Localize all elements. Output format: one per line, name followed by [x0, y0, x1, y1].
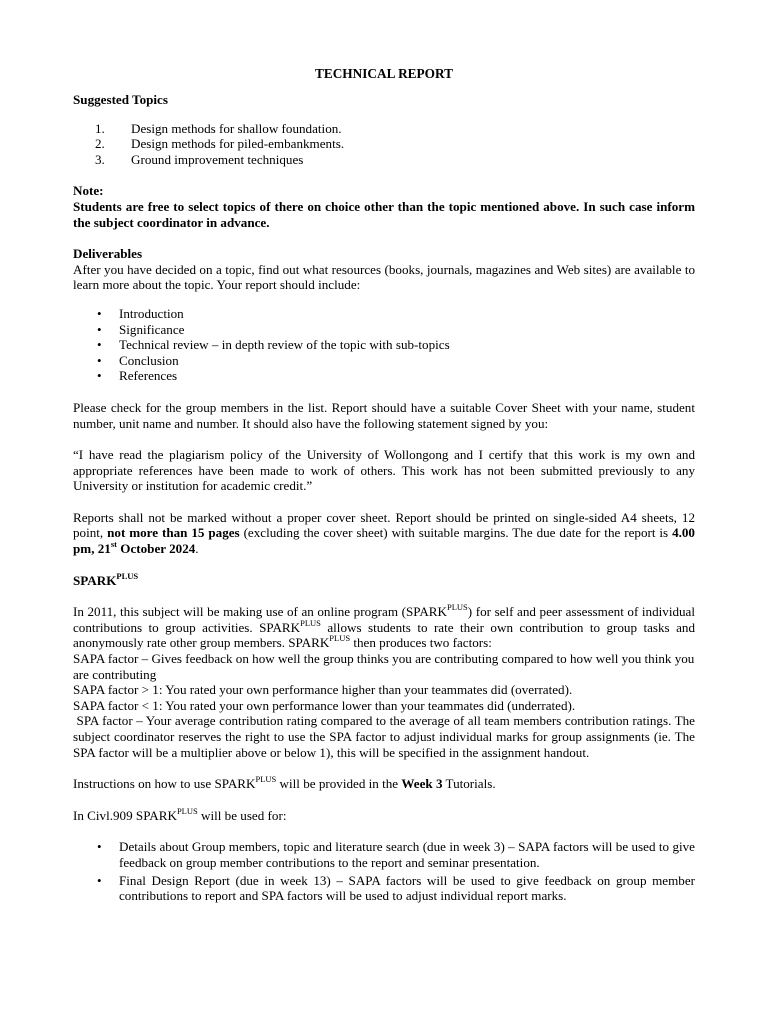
- instructions-text: Instructions on how to use SPARK: [73, 776, 256, 792]
- deliverables-intro: After you have decided on a topic, find out what resources (books, journals, magazines and Web sites) are available to learn more about the topic. Your report should include:: [73, 261, 695, 293]
- list-item: • Significance: [73, 322, 695, 338]
- topic-text: Design methods for shallow foundation.: [131, 120, 342, 136]
- civl-text: In Civl.909 SPARK: [73, 807, 177, 823]
- reports-text: (excluding the cover sheet) with suitable margins. The due date for the report is: [239, 525, 673, 541]
- instructions-text: will be provided in the: [276, 776, 402, 792]
- topics-heading: Suggested Topics: [73, 92, 168, 107]
- civl-text: will be used for:: [197, 807, 287, 823]
- spa-factor-description: SPA factor – Your average contribution rating compared to the average of all team members contribution ratings. The subject coordinator reserves the right to use the SPA factor to adjust individual marks for group assignments (ie. The SPA factor will be a multiplier above or below 1), this will be specified in the assignment handout.: [73, 713, 699, 760]
- topic-text: Ground improvement techniques: [131, 151, 304, 167]
- spark-text: In 2011, this subject will be making use of an online program (SPARK: [73, 604, 447, 620]
- spacer: [73, 108, 695, 121]
- spark-superscript: PLUS: [255, 774, 277, 785]
- spacer: [73, 167, 695, 183]
- topics-list: [73, 121, 695, 168]
- list-item: • Technical review – in depth review of the topic with sub-topics: [73, 337, 695, 353]
- note-text: Students are free to select topics of there on choice other than the topic mentioned above. In such case inform the subject coordinator in advance.: [73, 198, 695, 230]
- spark-superscript: PLUS: [116, 570, 139, 581]
- topic-number: 2.: [95, 136, 105, 152]
- spacer: [73, 293, 695, 306]
- spark-superscript: PLUS: [329, 633, 351, 644]
- list-item: • Final Design Report (due in week 13) – SAPA factors will be used to give feedback on group member contributions to report and SPA factors will be used to adjust individual report marks.: [73, 873, 695, 904]
- spacer: [73, 230, 695, 246]
- spark-intro-paragraph: [73, 604, 695, 651]
- topic-number: 3.: [95, 151, 105, 167]
- list-item: • References: [73, 368, 695, 384]
- spacer: [73, 557, 695, 573]
- spark-text: allows students to rate their own contribution to group tasks and anonymously rate other group members. SPARK: [73, 619, 695, 651]
- sapa-factor-description: SAPA factor – Gives feedback on how well the group thinks you are contributing compared to how well you think you are contributing: [73, 651, 695, 682]
- spark-name: SPARK: [73, 572, 117, 588]
- instructions-paragraph: [73, 776, 695, 792]
- topic-item: [73, 121, 695, 137]
- spark-superscript: PLUS: [447, 602, 468, 613]
- document-title: TECHNICAL REPORT: [314, 66, 454, 81]
- note-heading: Note:: [73, 183, 104, 199]
- list-item: • Introduction: [73, 306, 695, 322]
- sapa-less-than-one: SAPA factor < 1: You rated your own performance lower than your teammates did (underrated).: [73, 697, 576, 713]
- sapa-greater-than-one: SAPA factor > 1: You rated your own performance higher than your teammates did (overrated).: [73, 682, 573, 698]
- due-date-time: 4.00 pm, 21: [73, 525, 695, 557]
- spark-superscript: PLUS: [176, 805, 198, 816]
- spacer: [73, 760, 695, 776]
- deliverables-list: [73, 306, 695, 384]
- topic-item: [73, 136, 695, 152]
- spacer: [73, 588, 695, 604]
- spark-text: then produces two factors:: [350, 635, 492, 651]
- civl-paragraph: [73, 805, 695, 824]
- ordinal-suffix: st: [110, 539, 117, 550]
- spacer: [73, 431, 695, 447]
- plagiarism-statement: “I have read the plagiarism policy of the University of Wollongong and I certify that this work is my own and appropriate references have been made to work of others. This work has not been submitted previously to any University or institution for academic credit.”: [73, 447, 695, 494]
- reports-text: .: [195, 541, 199, 557]
- reports-paragraph: [73, 510, 695, 557]
- list-item: • Conclusion: [73, 353, 695, 369]
- page-limit: not more than 15 pages: [107, 525, 240, 541]
- spacer: [73, 494, 695, 510]
- spacer: [73, 823, 695, 839]
- spacer: [73, 792, 695, 808]
- spark-text: ) for self and peer assessment of individual contributions to group activities. SPARK: [73, 604, 695, 635]
- topic-number: 1.: [95, 120, 105, 136]
- spark-heading: [73, 570, 695, 589]
- due-date-month: October 2024: [116, 541, 196, 557]
- spark-uses-list: [73, 839, 695, 903]
- list-item: • Details about Group members, topic and literature search (due in week 3) – SAPA factors will be used to give feedback on group member contributions to the report and seminar presentation.: [73, 839, 695, 870]
- instructions-text: Tutorials.: [442, 776, 496, 792]
- reports-text: Reports shall not be marked without a proper cover sheet. Report should be printed on single-sided A4 sheets, 12 point,: [73, 509, 695, 541]
- week-label: Week 3: [401, 776, 443, 792]
- topic-item: [73, 152, 695, 168]
- topic-text: Design methods for piled-embankments.: [131, 136, 345, 152]
- group-check-paragraph: Please check for the group members in the list. Report should have a suitable Cover Sheet with your name, student number, unit name and number. It should also have the following statement signed by you:: [73, 399, 695, 431]
- spacer: [73, 384, 695, 400]
- spark-superscript: PLUS: [300, 617, 321, 628]
- deliverables-heading: Deliverables: [73, 246, 143, 262]
